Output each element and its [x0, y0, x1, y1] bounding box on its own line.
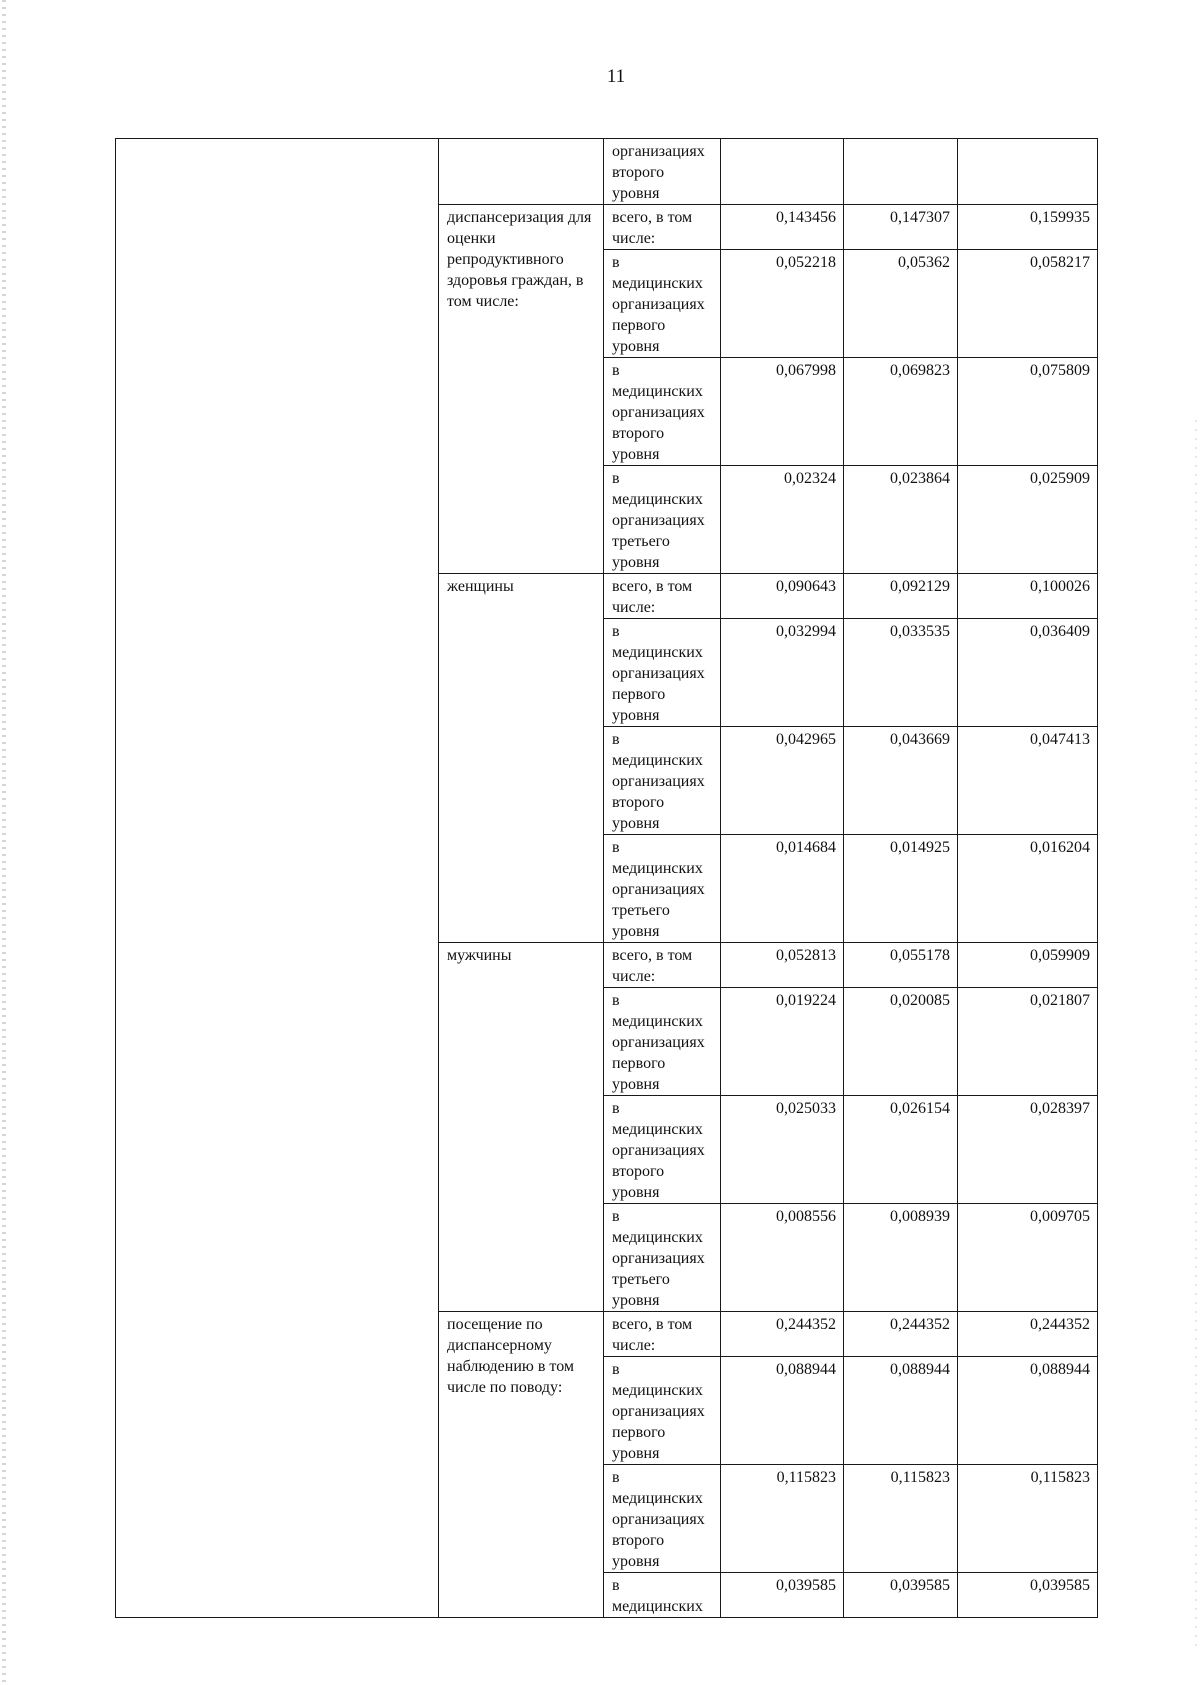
value-cell-year-1: 0,088944	[721, 1357, 844, 1465]
blank-first-column-cell	[116, 139, 439, 1618]
value-cell-year-1: 0,039585	[721, 1573, 844, 1618]
value-cell-year-3: 0,028397	[958, 1096, 1098, 1204]
subcategory-cell: в медицинских организациях третьего уровня	[604, 1204, 721, 1312]
page-number: 11	[606, 66, 626, 87]
value-cell-year-3: 0,025909	[958, 466, 1098, 574]
category-cell-empty	[439, 139, 604, 205]
value-cell-year-2: 0,055178	[844, 943, 958, 988]
subcategory-cell: в медицинских организациях третьего уровня	[604, 466, 721, 574]
value-cell-year-3: 0,039585	[958, 1573, 1098, 1618]
value-cell-year-2: 0,020085	[844, 988, 958, 1096]
subcategory-cell: в медицинских организациях первого уровня	[604, 1357, 721, 1465]
subcategory-cell: в медицинских	[604, 1573, 721, 1618]
value-cell-year-1	[721, 139, 844, 205]
value-cell-year-2: 0,147307	[844, 205, 958, 250]
value-cell-year-1: 0,067998	[721, 358, 844, 466]
value-cell-year-3: 0,016204	[958, 835, 1098, 943]
table-body	[116, 139, 1098, 1618]
value-cell-year-1: 0,052813	[721, 943, 844, 988]
value-cell-year-1: 0,025033	[721, 1096, 844, 1204]
value-cell-year-2: 0,092129	[844, 574, 958, 619]
value-cell-year-3: 0,075809	[958, 358, 1098, 466]
value-cell-year-2: 0,008939	[844, 1204, 958, 1312]
subcategory-cell: организациях второго уровня	[604, 139, 721, 205]
value-cell-year-3: 0,100026	[958, 574, 1098, 619]
category-cell: диспансеризация для оценки репродуктивного здоровья граждан, в том числе:	[439, 205, 604, 574]
value-cell-year-2	[844, 139, 958, 205]
value-cell-year-2: 0,244352	[844, 1312, 958, 1357]
value-cell-year-2: 0,026154	[844, 1096, 958, 1204]
subcategory-cell: в медицинских организациях первого уровня	[604, 619, 721, 727]
value-cell-year-1: 0,02324	[721, 466, 844, 574]
subcategory-cell: в медицинских организациях первого уровня	[604, 988, 721, 1096]
subcategory-cell: в медицинских организациях второго уровня	[604, 1096, 721, 1204]
value-cell-year-2: 0,115823	[844, 1465, 958, 1573]
value-cell-year-3: 0,009705	[958, 1204, 1098, 1312]
subcategory-cell: в медицинских организациях третьего уровня	[604, 835, 721, 943]
subcategory-cell: всего, в том числе:	[604, 205, 721, 250]
subcategory-cell: всего, в том числе:	[604, 1312, 721, 1357]
value-cell-year-3	[958, 139, 1098, 205]
value-cell-year-1: 0,042965	[721, 727, 844, 835]
table-row	[116, 139, 1098, 205]
value-cell-year-2: 0,023864	[844, 466, 958, 574]
value-cell-year-3: 0,159935	[958, 205, 1098, 250]
value-cell-year-2: 0,043669	[844, 727, 958, 835]
category-cell: женщины	[439, 574, 604, 943]
subcategory-cell: всего, в том числе:	[604, 574, 721, 619]
subcategory-cell: в медицинских организациях второго уровня	[604, 358, 721, 466]
scan-edge-left	[2, 0, 6, 1686]
subcategory-cell: в медицинских организациях второго уровня	[604, 727, 721, 835]
value-cell-year-3: 0,058217	[958, 250, 1098, 358]
value-cell-year-3: 0,047413	[958, 727, 1098, 835]
value-cell-year-3: 0,088944	[958, 1357, 1098, 1465]
value-cell-year-1: 0,143456	[721, 205, 844, 250]
value-cell-year-1: 0,115823	[721, 1465, 844, 1573]
value-cell-year-1: 0,244352	[721, 1312, 844, 1357]
value-cell-year-2: 0,088944	[844, 1357, 958, 1465]
subcategory-cell: в медицинских организациях первого уровня	[604, 250, 721, 358]
value-cell-year-3: 0,021807	[958, 988, 1098, 1096]
value-cell-year-2: 0,069823	[844, 358, 958, 466]
value-cell-year-1: 0,019224	[721, 988, 844, 1096]
value-cell-year-3: 0,059909	[958, 943, 1098, 988]
value-cell-year-2: 0,033535	[844, 619, 958, 727]
value-cell-year-2: 0,05362	[844, 250, 958, 358]
value-cell-year-3: 0,244352	[958, 1312, 1098, 1357]
scan-edge-right	[1195, 420, 1197, 1650]
value-cell-year-3: 0,115823	[958, 1465, 1098, 1573]
value-cell-year-2: 0,014925	[844, 835, 958, 943]
value-cell-year-1: 0,008556	[721, 1204, 844, 1312]
subcategory-cell: всего, в том числе:	[604, 943, 721, 988]
data-table	[115, 138, 1098, 1618]
category-cell: мужчины	[439, 943, 604, 1312]
value-cell-year-3: 0,036409	[958, 619, 1098, 727]
value-cell-year-1: 0,052218	[721, 250, 844, 358]
value-cell-year-1: 0,014684	[721, 835, 844, 943]
value-cell-year-1: 0,032994	[721, 619, 844, 727]
value-cell-year-1: 0,090643	[721, 574, 844, 619]
subcategory-cell: в медицинских организациях второго уровня	[604, 1465, 721, 1573]
category-cell: посещение по диспансерному наблюдению в том числе по поводу:	[439, 1312, 604, 1618]
value-cell-year-2: 0,039585	[844, 1573, 958, 1618]
